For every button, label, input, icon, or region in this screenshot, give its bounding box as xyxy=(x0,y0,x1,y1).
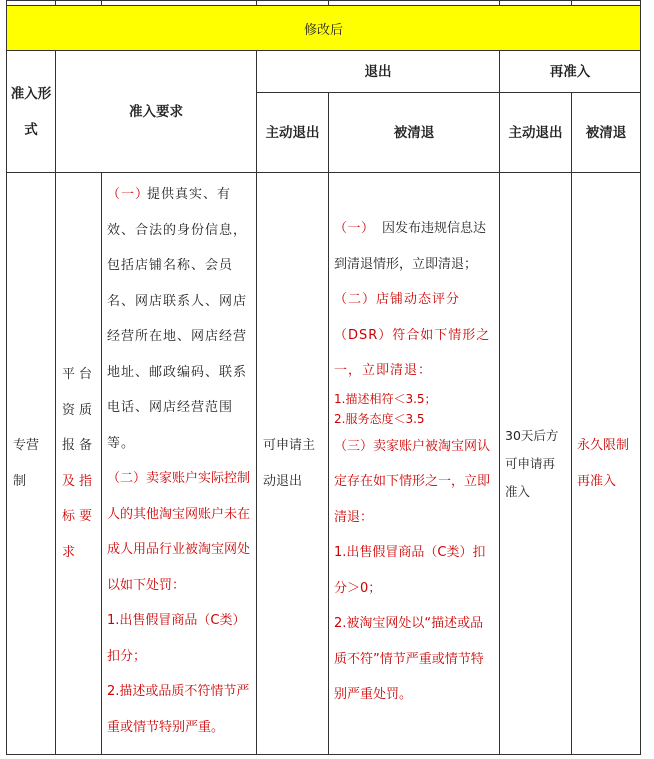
requirement-2-item-2: 2.描述或品质不符情节严重或情节特别严重。 xyxy=(107,684,250,735)
exit-passive-2: （二）店铺动态评分（DSR）符合如下情形之一，立即清退： xyxy=(334,292,491,378)
cell-admission-form xyxy=(7,173,56,755)
rules-table-wrapper xyxy=(6,0,640,755)
table-row xyxy=(7,173,641,755)
exit-passive-1-prefix: （一） xyxy=(334,221,375,236)
exit-passive-1: 因发布违规信息达到清退情形，立即清退； xyxy=(334,221,487,272)
exit-passive-2-a: 1.描述相符＜3.5； xyxy=(334,391,437,406)
requirement-1-title: （一） xyxy=(107,187,150,202)
reentry-passive-text: 永久限制再准入 xyxy=(577,437,630,489)
exit-passive-3-b: 2.被淘宝网处以“描述或品质不符”情节严重或情节特别严重处罚。 xyxy=(334,616,484,702)
exit-active-text: 可申请主动退出 xyxy=(263,438,316,489)
requirement-1-body: 提供真实、有效、合法的身份信息，包括店铺名称、会员名、网店联系人、网店经营所在地、网店经营地址、邮政编码、联系电话、网店经营范围等。 xyxy=(107,187,248,451)
header-row-1 xyxy=(7,51,641,93)
requirement-label-black: 平台资质报备 xyxy=(62,367,97,453)
rules-table xyxy=(6,0,641,755)
cell-requirement-detail xyxy=(102,173,257,755)
header-exit-passive: 被清退 xyxy=(329,93,500,173)
header-admission-requirements: 准入要求 xyxy=(56,51,257,173)
cell-reentry-active xyxy=(500,173,572,755)
cell-requirement-label xyxy=(56,173,102,755)
admission-form-text: 专营制 xyxy=(13,437,40,489)
requirement-2-title: （二）卖家账户实际控制人的其他淘宝网账户未在成人用品行业被淘宝网处以如下处罚： xyxy=(107,471,251,593)
header-admission-form: 准入形式 xyxy=(7,51,56,173)
requirement-2-item-1: 1.出售假冒商品（C类）扣分； xyxy=(107,613,246,664)
cell-exit-passive xyxy=(329,173,500,755)
table-title: 修改后 xyxy=(7,6,641,51)
reentry-active-text: 30天后方可申请再准入 xyxy=(505,427,559,499)
header-reentry-active: 主动退出 xyxy=(500,93,572,173)
exit-passive-2-b: 2.服务态度＜3.5 xyxy=(334,411,425,426)
header-reentry: 再准入 xyxy=(500,51,641,93)
title-row xyxy=(7,6,641,51)
header-reentry-passive: 被清退 xyxy=(572,93,641,173)
exit-passive-3: （三）卖家账户被淘宝网认定存在如下情形之一，立即清退： xyxy=(334,438,491,525)
exit-passive-3-a: 1.出售假冒商品（C类）扣分＞0； xyxy=(334,545,486,596)
cell-exit-active xyxy=(257,173,329,755)
header-exit-active: 主动退出 xyxy=(257,93,329,173)
cell-reentry-passive xyxy=(572,173,641,755)
requirement-label-red: 及指标要求 xyxy=(62,473,97,560)
header-exit: 退出 xyxy=(257,51,500,93)
